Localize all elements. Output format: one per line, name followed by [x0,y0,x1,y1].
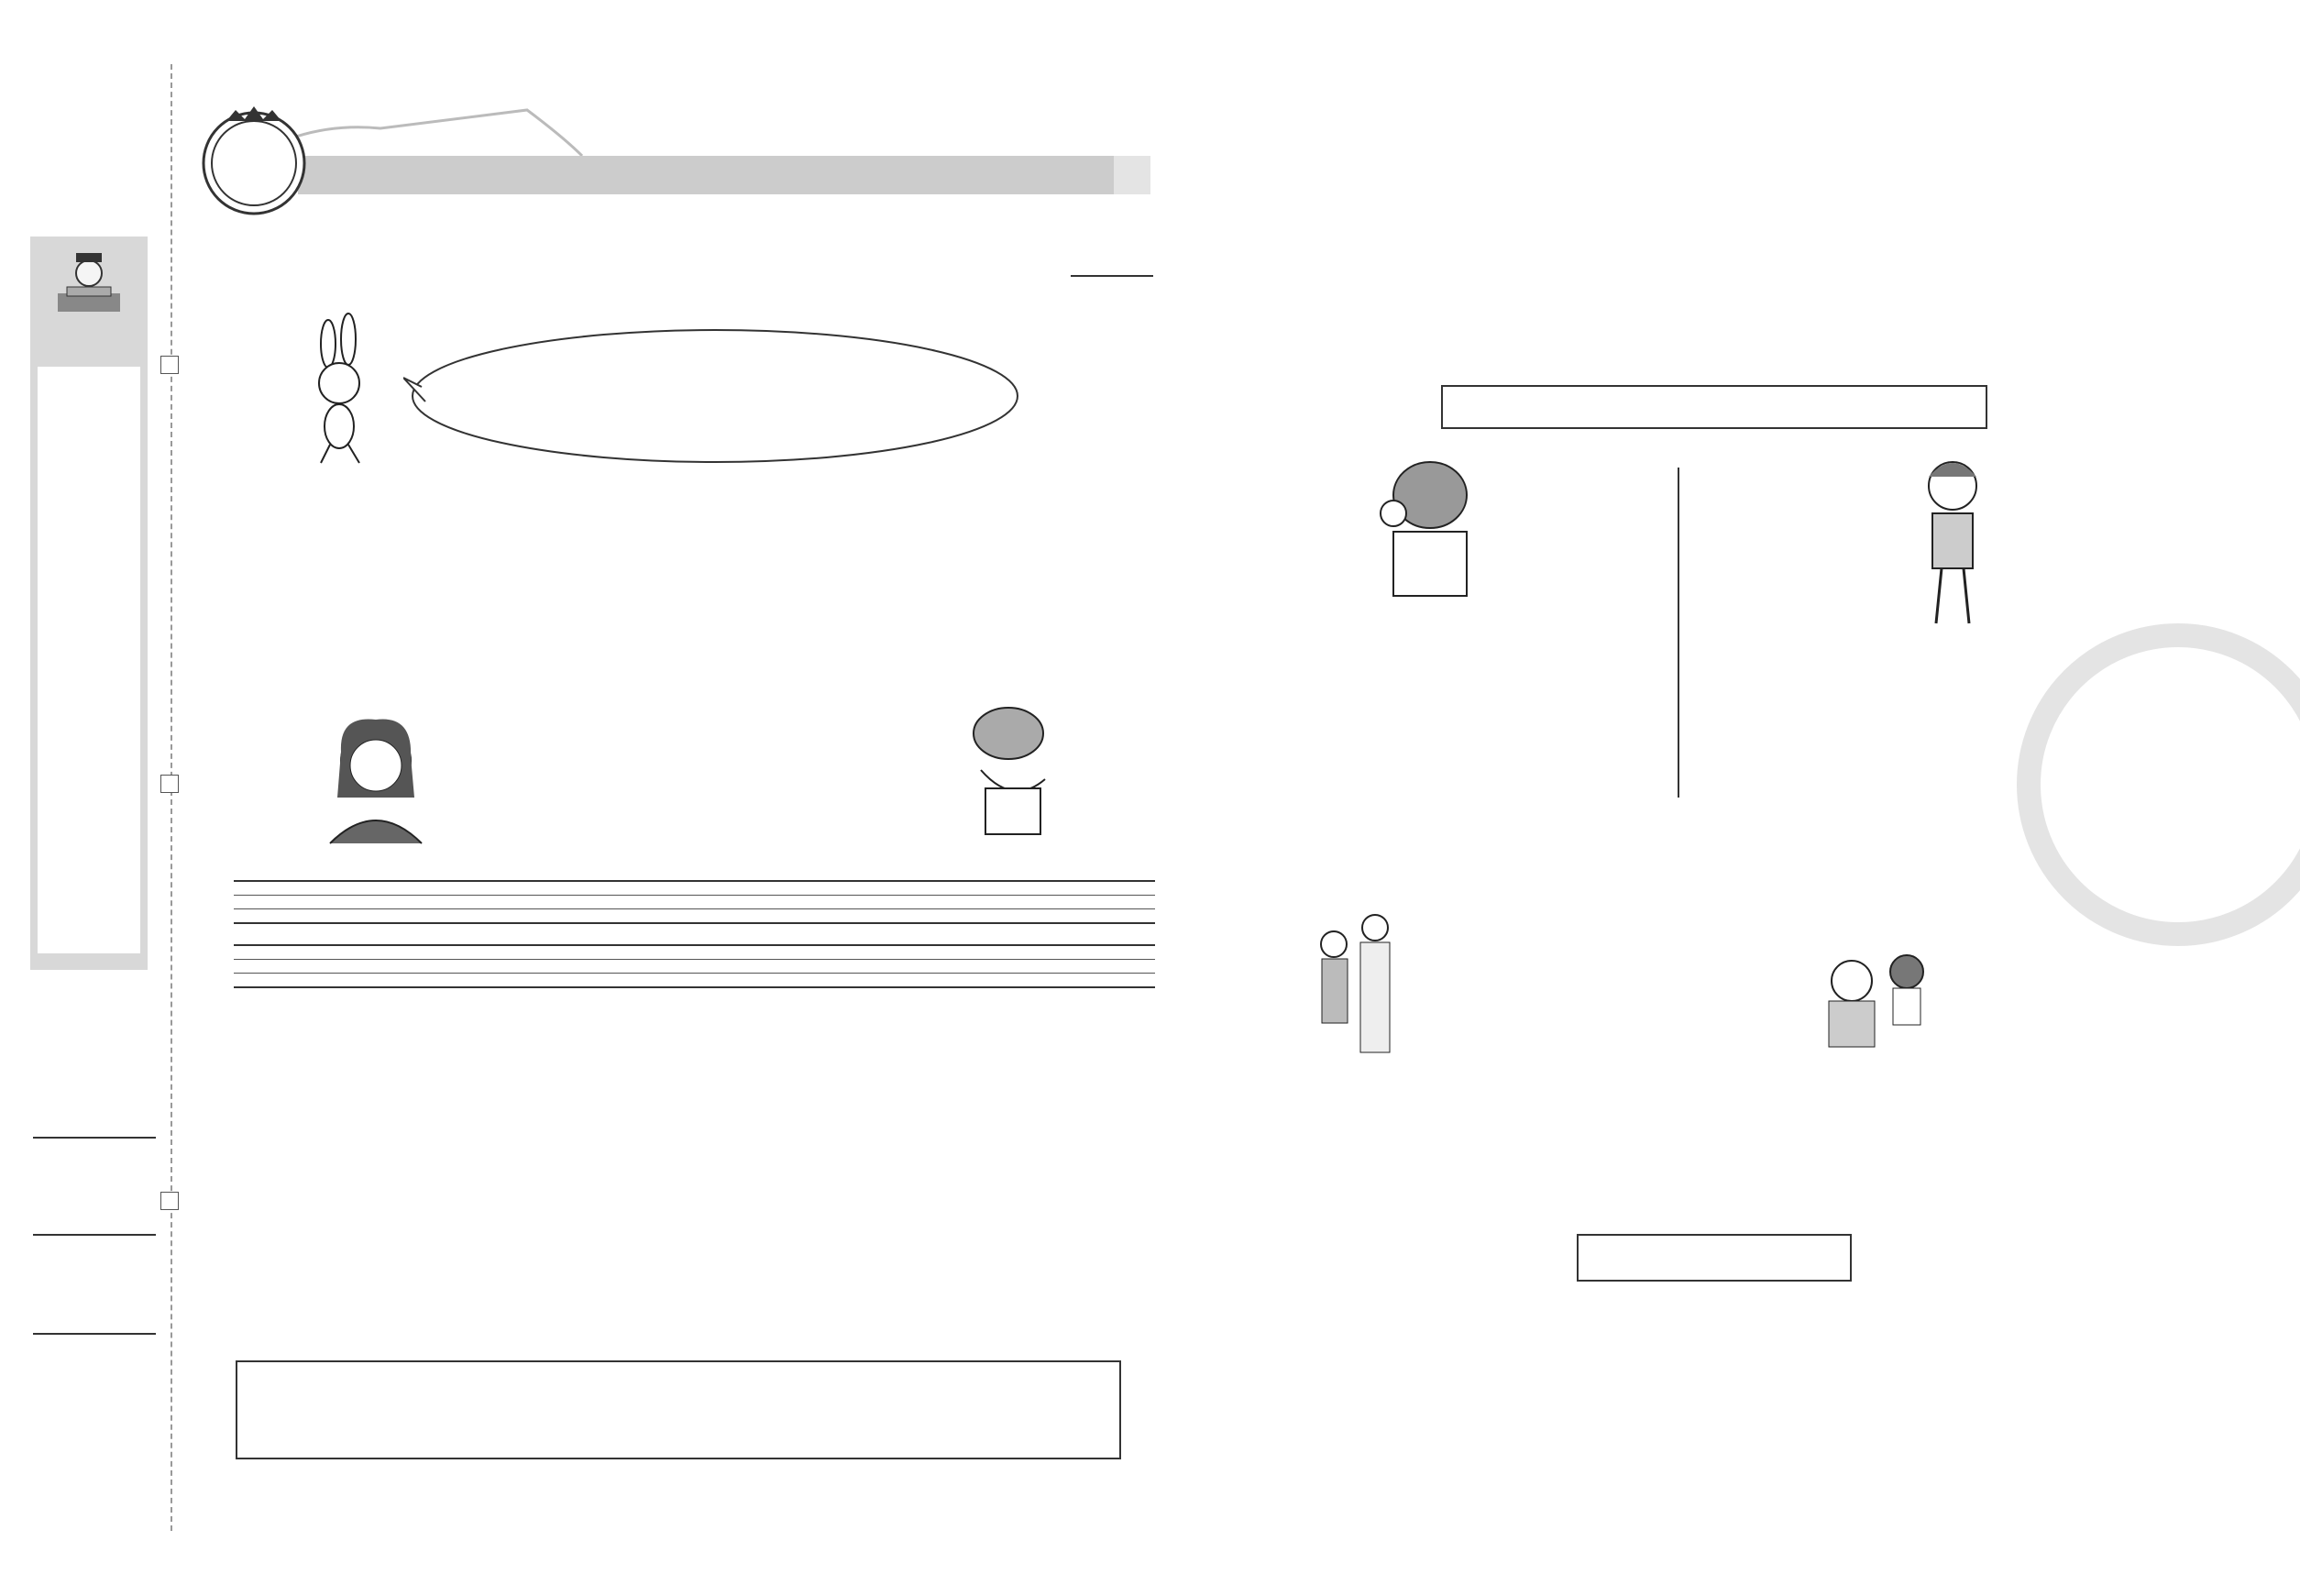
binding-mark-2 [160,775,179,793]
watermark-seal [2017,623,2300,946]
danny-illustration [1357,449,1503,614]
class-field[interactable] [33,1234,156,1236]
q4-divider [1678,468,1679,798]
q3-word-box [236,1360,1121,1459]
q6-word-box [1577,1234,1852,1282]
school-field[interactable] [33,1333,156,1335]
q1-writing-lines[interactable] [234,880,1155,1001]
scholar-icon [30,237,148,328]
binding-mark-1 [160,356,179,374]
grade-field[interactable] [1071,275,1153,277]
rabbit-illustration [284,312,394,468]
binding-line [171,64,172,1531]
q4-word-box [1441,385,1987,429]
binding-mark-3 [160,1192,179,1210]
speech-bubble [403,323,1027,469]
jenny-illustration [1888,449,2017,633]
q1-balloons [293,568,1173,862]
sidebar-panel [30,237,148,970]
header-banner [179,101,1160,220]
girl-grandpa-illustration [1797,935,1980,1063]
name-field[interactable] [33,1137,156,1139]
li-ming-parents-illustration [1302,908,1412,1073]
